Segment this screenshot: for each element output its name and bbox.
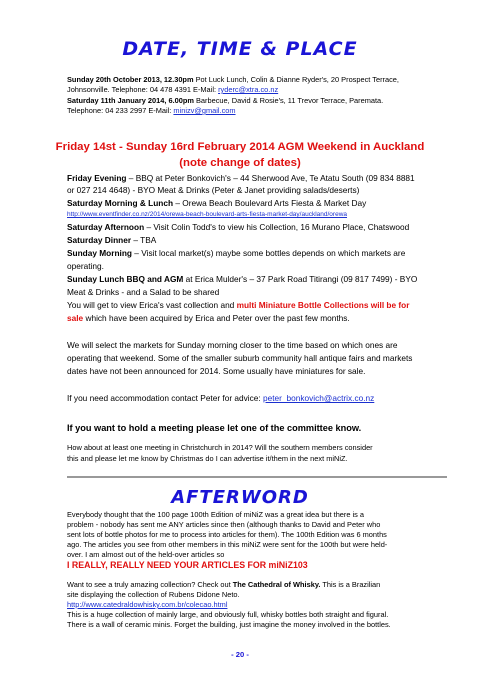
agm-friday-line1 bbox=[67, 173, 415, 183]
friday-desc: – BBQ at Peter Bonkovich's – 44 Sherwood Ave, Te Atatu South (09 834 8881 bbox=[126, 173, 415, 183]
afterword-p2-line2: site displaying the collection of Rubens Didone Neto. bbox=[67, 590, 240, 599]
event-oct-line2 bbox=[67, 85, 278, 94]
event-oct-line1 bbox=[67, 75, 399, 84]
event-oct-desc: Pot Luck Lunch, Colin & Dianne Ryder's, 20 Prospect Terrace, bbox=[193, 75, 399, 84]
sat-afternoon-label: Saturday Afternoon bbox=[67, 222, 145, 232]
afterword-p1-line2: problem - nobody has sent me ANY articles since then (although thanks to David and Peter who bbox=[67, 520, 381, 529]
agm-sat-dinner bbox=[67, 235, 156, 245]
afterword-p1-line5: over. I am almost out of the held-over articles so bbox=[67, 550, 225, 559]
afterword-p1-line3: sent lots of bottle photos for me to process into articles for them). The 100th Edition was 6 months bbox=[67, 530, 387, 539]
whisky-intro: Want to see a truly amazing collection? Check out bbox=[67, 580, 233, 589]
afterword-p1-line4: ago. The articles you see from other members in this miNiZ were sent for the 100th but were held- bbox=[67, 540, 388, 549]
collection-sale-word: sale bbox=[67, 313, 84, 323]
agm-sun-lunch-line2: Meat & Drinks - and a Salad to be shared bbox=[67, 287, 220, 297]
section-divider bbox=[67, 476, 447, 478]
meeting-line1: How about at least one meeting in Christchurch in 2014? Will the southern members consider bbox=[67, 443, 373, 452]
email-link-ryder[interactable]: ryderc@xtra.co.nz bbox=[218, 85, 279, 94]
event-oct-contact: Johnsonville. Telephone: 04 478 4391 E-Mail: bbox=[67, 85, 219, 94]
collection-note-rest: which have been acquired by Erica and Peter over the past few months. bbox=[83, 313, 350, 323]
email-link-peter[interactable]: peter_bonkovich@actrix.co.nz bbox=[263, 393, 375, 403]
agm-sun-morning bbox=[67, 248, 405, 258]
sun-morning-label: Sunday Morning bbox=[67, 248, 132, 258]
sat-morning-label: Saturday Morning & Lunch bbox=[67, 198, 174, 208]
event-jan-line2 bbox=[67, 106, 236, 115]
articles-plea: I REALLY, REALLY NEED YOUR ARTICLES FOR miNiZ103 bbox=[67, 560, 308, 570]
sat-morning-desc: – Orewa Beach Boulevard Arts Fiesta & Market Day bbox=[173, 198, 367, 208]
agm-sun-morning-line2: operating. bbox=[67, 261, 104, 271]
sat-afternoon-desc: – Visit Colin Todd's to view his Collection, 16 Murano Place, Chatswood bbox=[144, 222, 410, 232]
event-jan-date: Saturday 11th January 2014, 6.00pm bbox=[67, 96, 194, 105]
afterword-p1-line1: Everybody thought that the 100 page 100th Edition of miNiZ was a great idea but there is a bbox=[67, 510, 365, 519]
afterword-p2-line1 bbox=[67, 580, 380, 589]
markets-line2: operating that weekend. Some of the smaller suburb community hall antique fairs and markets bbox=[67, 353, 413, 363]
afterword-title: AFTERWORD bbox=[171, 487, 309, 508]
accommodation-line bbox=[67, 393, 374, 403]
agm-sat-afternoon bbox=[67, 222, 409, 232]
meeting-heading: If you want to hold a meeting please let one of the committee know. bbox=[67, 423, 362, 433]
sun-morning-desc: – Visit local market(s) maybe some bottles depends on which markets are bbox=[132, 248, 406, 258]
whisky-name: The Cathedral of Whisky. bbox=[232, 580, 321, 589]
whisky-intro-rest: This is a Brazilian bbox=[320, 580, 381, 589]
catedral-link[interactable]: http://www.catedraldowhisky.com.br/colecao.html bbox=[67, 600, 228, 609]
event-jan-desc: Barbecue, David & Rosie's, 11 Trevor Terrace, Paremata. bbox=[193, 96, 384, 105]
event-jan-contact: Telephone: 04 233 2997 E-Mail: bbox=[67, 106, 174, 115]
accommodation-text: If you need accommodation contact Peter for advice: bbox=[67, 393, 264, 403]
agm-sat-morning bbox=[67, 198, 366, 208]
collection-note-line2 bbox=[67, 313, 350, 323]
agm-friday-line2: or 027 214 4648) - BYO Meat & Drinks (Peter & Janet providing salads/deserts) bbox=[67, 185, 360, 195]
collection-note-line1 bbox=[67, 300, 409, 310]
page-title: DATE, TIME & PLACE bbox=[122, 38, 358, 60]
page-number: - 20 - bbox=[231, 650, 249, 659]
sat-dinner-label: Saturday Dinner bbox=[67, 235, 132, 245]
collection-note-text: You will get to view Erica's vast collection and bbox=[67, 300, 237, 310]
afterword-p2-line5: There is a wall of ceramic minis. Forget the building, just imagine the money involved in the bottles. bbox=[67, 620, 391, 629]
agm-heading: Friday 14st - Sunday 16rd February 2014 AGM Weekend in Auckland bbox=[55, 141, 425, 153]
meeting-line2: this and please let me know by Christmas do I can advertise it/them in the next miNiZ. bbox=[67, 454, 348, 463]
eventfinder-link[interactable]: http://www.eventfinder.co.nz/2014/orewa-beach-boulevard-arts-fiesta-market-day/auckland/orewa bbox=[67, 211, 348, 218]
sun-lunch-desc: at Erica Mulder's – 37 Park Road Titirangi (09 817 7499) - BYO bbox=[183, 274, 418, 284]
markets-line1: We will select the markets for Sunday morning closer to the time based on which ones are bbox=[67, 340, 398, 350]
friday-label: Friday Evening bbox=[67, 173, 127, 183]
markets-line3: dates have not been announced for 2014. Some usually have miniatures for sale. bbox=[67, 366, 366, 376]
sun-lunch-label: Sunday Lunch BBQ and AGM bbox=[67, 274, 184, 284]
agm-subheading: (note change of dates) bbox=[179, 157, 301, 169]
agm-sun-lunch bbox=[67, 274, 417, 284]
email-link-minizv[interactable]: minizv@gmail.com bbox=[173, 106, 236, 115]
afterword-p2-line4: This is a huge collection of mainly large, and obviously full, whisky bottles both straight and figural. bbox=[67, 610, 389, 619]
event-oct-date: Sunday 20th October 2013, 12.30pm bbox=[67, 75, 194, 84]
sat-dinner-desc: – TBA bbox=[131, 235, 157, 245]
collection-sale-highlight: multi Miniature Bottle Collections will be for bbox=[236, 300, 410, 310]
event-jan-line1 bbox=[67, 96, 383, 105]
